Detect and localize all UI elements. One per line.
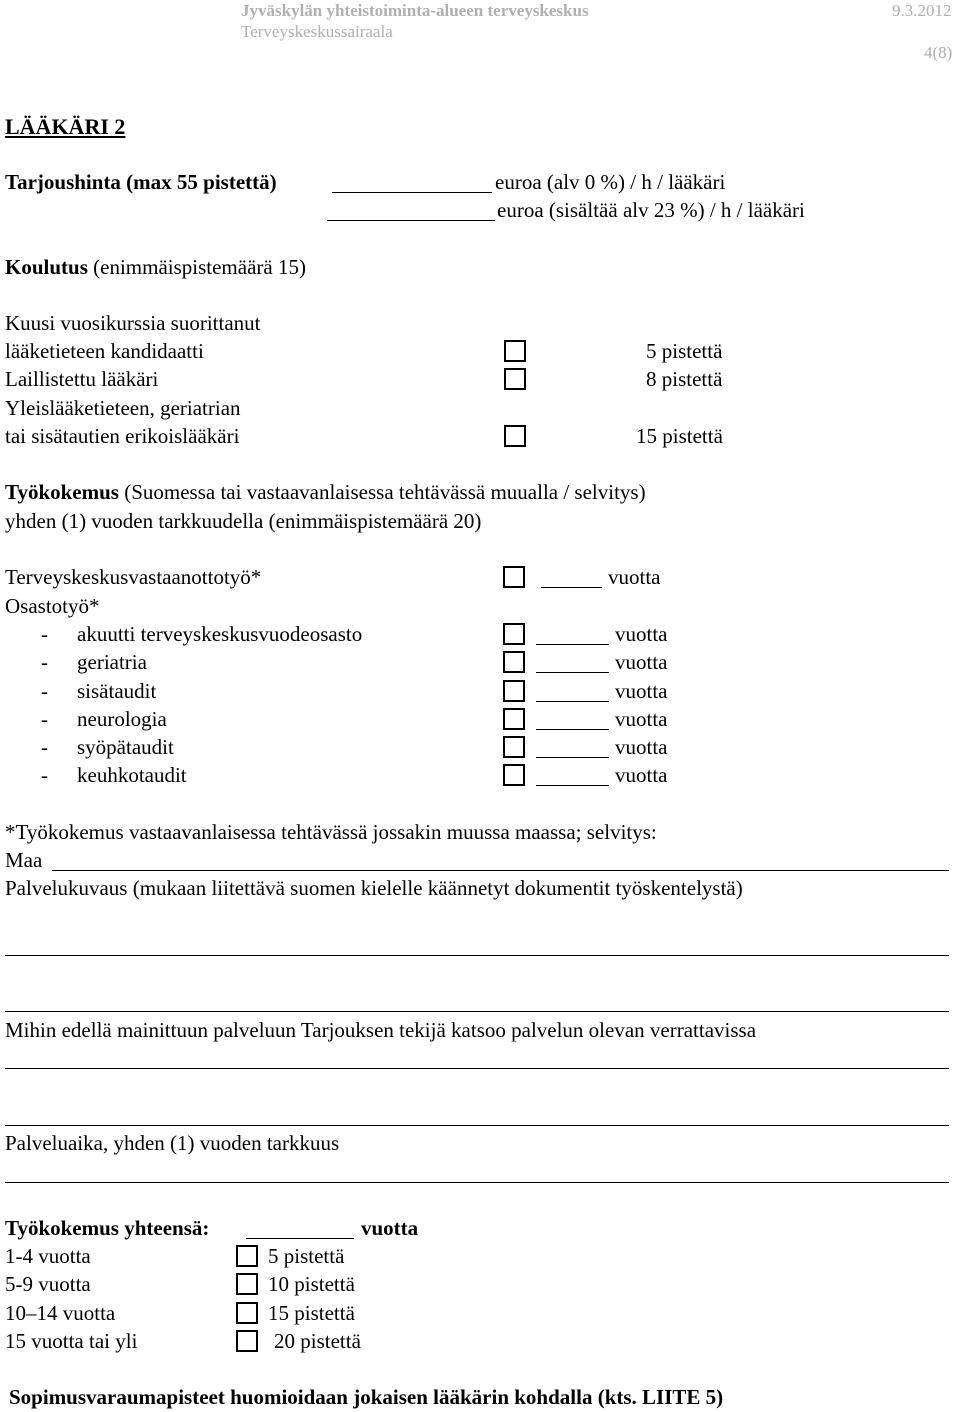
ward-geriatrics-unit: vuotta <box>615 650 668 674</box>
health-center-label: Terveyskeskusvastaanottotyö* <box>5 565 262 589</box>
total-range-1-4-checkbox[interactable] <box>236 1245 258 1267</box>
ward-pulmonology-label: keuhkotaudit <box>77 763 187 787</box>
total-range-label: 5-9 vuotta <box>5 1272 91 1296</box>
header-subtitle: Terveyskeskussairaala <box>241 22 393 41</box>
total-range-points: 10 pistettä <box>268 1272 355 1296</box>
ward-geriatrics-years-field[interactable] <box>536 672 609 673</box>
service-description-line-2[interactable] <box>5 1011 949 1012</box>
total-range-label: 1-4 vuotta <box>5 1244 91 1268</box>
ward-acute-label: akuutti terveyskeskusvuodeosasto <box>77 622 363 646</box>
service-description-label: Palvelukuvaus (mukaan liitettävä suomen kielelle käännetyt dokumentit työskentelystä) <box>5 876 743 900</box>
experience-heading-line2: yhden (1) vuoden tarkkuudella (enimmäispistemäärä 20) <box>5 509 482 533</box>
section-title: LÄÄKÄRI 2 <box>5 114 126 139</box>
price-line1-suffix: euroa (alv 0 %) / h / lääkäri <box>495 170 726 194</box>
education-option-1-points: 5 pistettä <box>646 339 723 363</box>
ward-geriatrics-checkbox[interactable] <box>503 651 525 673</box>
ward-pulmonology-unit: vuotta <box>615 763 668 787</box>
education-heading-rest: (enimmäispistemäärä 15) <box>93 255 306 279</box>
ward-dash: - <box>41 707 48 731</box>
foreign-experience-note: *Työkokemus vastaavanlaisessa tehtävässä jossakin muussa maassa; selvitys: <box>5 820 657 844</box>
price-incl-vat-field[interactable] <box>327 220 495 221</box>
total-years-field[interactable] <box>246 1238 354 1239</box>
education-option-3-line1: Yleislääketieteen, geriatrian <box>5 396 241 420</box>
education-option-2-points: 8 pistettä <box>646 367 723 391</box>
ward-internal-medicine-years-field[interactable] <box>536 701 609 702</box>
service-description-line-1[interactable] <box>5 955 949 956</box>
ward-neurology-years-field[interactable] <box>536 729 609 730</box>
price-line2-suffix: euroa (sisältää alv 23 %) / h / lääkäri <box>497 198 805 222</box>
ward-dash: - <box>41 622 48 646</box>
ward-oncology-label: syöpätaudit <box>77 735 174 759</box>
ward-dash: - <box>41 650 48 674</box>
price-label: Tarjoushinta (max 55 pistettä) <box>5 170 277 194</box>
total-range-points: 5 pistettä <box>268 1244 345 1268</box>
comparable-service-line-2[interactable] <box>5 1125 949 1126</box>
ward-oncology-years-field[interactable] <box>536 757 609 758</box>
ward-label: Osastotyö* <box>5 594 100 618</box>
ward-internal-medicine-unit: vuotta <box>615 679 668 703</box>
ward-dash: - <box>41 735 48 759</box>
total-range-label: 15 vuotta tai yli <box>5 1329 138 1353</box>
ward-geriatrics-label: geriatria <box>77 650 147 674</box>
education-checkbox-specialist[interactable] <box>504 425 526 447</box>
ward-oncology-checkbox[interactable] <box>503 736 525 758</box>
page-number: 4(8) <box>924 43 953 62</box>
ward-dash: - <box>41 679 48 703</box>
health-center-years-field[interactable] <box>541 587 602 588</box>
ward-pulmonology-years-field[interactable] <box>536 785 609 786</box>
experience-heading-rest: (Suomessa tai vastaavanlaisessa tehtävässä muualla / selvitys) <box>124 480 646 504</box>
comparable-service-line-1[interactable] <box>5 1068 949 1069</box>
total-experience-unit: vuotta <box>361 1216 419 1240</box>
health-center-unit: vuotta <box>608 565 661 589</box>
ward-acute-years-field[interactable] <box>536 644 609 645</box>
ward-neurology-label: neurologia <box>77 707 167 731</box>
education-option-3-line2: tai sisätautien erikoislääkäri <box>5 424 240 448</box>
education-checkbox-licensed[interactable] <box>504 368 526 390</box>
ward-neurology-unit: vuotta <box>615 707 668 731</box>
price-excl-vat-field[interactable] <box>332 192 492 193</box>
ward-internal-medicine-checkbox[interactable] <box>503 680 525 702</box>
education-heading-bold: Koulutus <box>5 255 88 279</box>
ward-acute-checkbox[interactable] <box>503 623 525 645</box>
header-organization: Jyväskylän yhteistoiminta-alueen terveyskeskus <box>241 1 589 20</box>
total-range-15-plus-checkbox[interactable] <box>236 1330 258 1352</box>
ward-neurology-checkbox[interactable] <box>503 708 525 730</box>
service-time-line[interactable] <box>5 1182 949 1183</box>
experience-heading-bold: Työkokemus <box>5 480 119 504</box>
comparable-service-label: Mihin edellä mainittuun palveluun Tarjouksen tekijä katsoo palvelun olevan verrattavissa <box>5 1018 757 1042</box>
experience-heading <box>5 482 646 503</box>
education-option-1-line1: Kuusi vuosikurssia suorittanut <box>5 311 261 335</box>
total-experience-label: Työkokemus yhteensä: <box>5 1216 210 1240</box>
total-range-points: 15 pistettä <box>268 1301 355 1325</box>
education-option-2-line1: Laillistettu lääkäri <box>5 367 159 391</box>
service-time-label: Palveluaika, yhden (1) vuoden tarkkuus <box>5 1131 340 1155</box>
total-range-5-9-checkbox[interactable] <box>236 1273 258 1295</box>
education-option-3-points: 15 pistettä <box>636 424 723 448</box>
country-field[interactable] <box>52 870 949 871</box>
ward-internal-medicine-label: sisätaudit <box>77 679 157 703</box>
total-range-label: 10–14 vuotta <box>5 1301 116 1325</box>
ward-acute-unit: vuotta <box>615 622 668 646</box>
education-option-1-line2: lääketieteen kandidaatti <box>5 339 204 363</box>
ward-dash: - <box>41 763 48 787</box>
education-heading <box>5 257 306 278</box>
footer-note: Sopimusvaraumapisteet huomioidaan jokaisen lääkärin kohdalla (kts. LIITE 5) <box>9 1385 724 1409</box>
total-range-points: 20 pistettä <box>274 1329 361 1353</box>
header-date: 9.3.2012 <box>892 1 952 20</box>
ward-oncology-unit: vuotta <box>615 735 668 759</box>
education-checkbox-candidate[interactable] <box>504 340 526 362</box>
country-label: Maa <box>5 848 43 872</box>
total-range-10-14-checkbox[interactable] <box>236 1302 258 1324</box>
health-center-checkbox[interactable] <box>503 566 525 588</box>
ward-pulmonology-checkbox[interactable] <box>503 764 525 786</box>
